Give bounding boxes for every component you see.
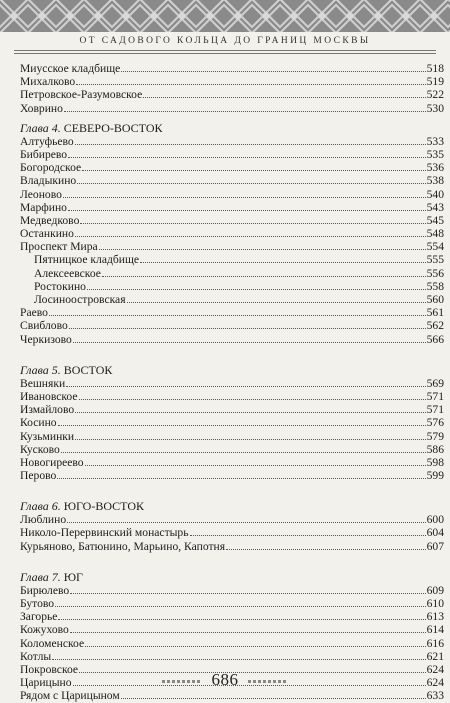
toc-entry[interactable]: Марфино 543	[20, 200, 444, 214]
toc-entry[interactable]: Ховрино 530	[20, 101, 444, 115]
toc-subentry[interactable]: Пятницкое кладбище 555	[34, 253, 444, 267]
footer-ornament	[248, 680, 288, 683]
toc-entry[interactable]: Косино 576	[20, 416, 444, 430]
toc-entry[interactable]: Люблино 600	[20, 513, 444, 527]
toc-entry[interactable]: Алтуфьево 533	[20, 134, 444, 148]
toc-entry[interactable]: Богородское 536	[20, 161, 444, 175]
toc-entry[interactable]: Новогиреево 598	[20, 455, 444, 469]
footer-ornament	[162, 680, 202, 683]
toc-entry[interactable]: Раево 561	[20, 306, 444, 320]
header-rule	[14, 50, 436, 51]
toc-entry[interactable]: Петровское-Разумовское 522	[20, 88, 444, 102]
toc-entry[interactable]: Бибирево 535	[20, 147, 444, 161]
toc-entry[interactable]: Медведково 545	[20, 213, 444, 227]
header-rule	[14, 53, 436, 54]
chapter-heading: Глава 5. ВОСТОК	[20, 362, 113, 377]
toc-entry[interactable]: Кожухово 614	[20, 623, 444, 637]
toc-entry[interactable]: Свиблово 562	[20, 319, 444, 333]
toc-entry[interactable]: Царицыно 624	[20, 676, 444, 690]
toc-entry[interactable]: Владыкино 538	[20, 174, 444, 188]
toc-entry[interactable]: Леоново 540	[20, 187, 444, 201]
table-of-contents	[20, 62, 444, 703]
toc-entry[interactable]: Ивановское 571	[20, 389, 444, 403]
toc-entry[interactable]: Останкино 548	[20, 227, 444, 241]
toc-entry[interactable]: Рядом с Царицыном 633	[20, 689, 444, 703]
toc-entry[interactable]: Кусково 586	[20, 442, 444, 456]
toc-subentry[interactable]: Лосиноостровская 560	[34, 293, 444, 306]
toc-entry[interactable]: Михалково 519	[20, 75, 444, 89]
page-footer	[0, 670, 450, 690]
chapter-heading: Глава 4. СЕВЕРО-ВОСТОК	[20, 120, 163, 135]
header-ornament	[0, 0, 450, 32]
toc-entry[interactable]: Николо-Перервинский монастырь 604	[20, 526, 444, 540]
toc-entry[interactable]: Перово 599	[20, 469, 444, 483]
chapter-heading: Глава 6. ЮГО-ВОСТОК	[20, 499, 144, 514]
toc-entry[interactable]: Покровское 624	[20, 662, 444, 676]
toc-entry[interactable]: Черкизово 566	[20, 332, 444, 346]
toc-entry[interactable]: Бутово 610	[20, 597, 444, 610]
toc-entry[interactable]: Котлы 621	[20, 649, 444, 663]
toc-entry[interactable]: Курьяново, Батюнино, Марьино, Капотня 607	[20, 539, 444, 553]
page-number: 686	[211, 670, 239, 689]
running-head: ОТ САДОВОГО КОЛЬЦА ДО ГРАНИЦ МОСКВЫ	[79, 36, 371, 46]
toc-entry[interactable]: Проспект Мира 554	[20, 240, 444, 254]
toc-subentry[interactable]: Алексеевское 556	[34, 266, 444, 280]
toc-subentry[interactable]: Ростокино 558	[34, 279, 444, 293]
toc-entry[interactable]: Вешняки 569	[20, 376, 444, 390]
toc-entry[interactable]: Коломенское 616	[20, 636, 444, 650]
toc-entry[interactable]: Кузьминки 579	[20, 429, 444, 443]
toc-entry[interactable]: Измайлово 571	[20, 403, 444, 417]
toc-entry[interactable]: Загорье 613	[20, 610, 444, 624]
toc-entry[interactable]: Миусское кладбище 518	[20, 62, 444, 75]
chapter-heading: Глава 7. ЮГ	[20, 569, 83, 584]
toc-entry[interactable]: Бирюлево 609	[20, 583, 444, 597]
